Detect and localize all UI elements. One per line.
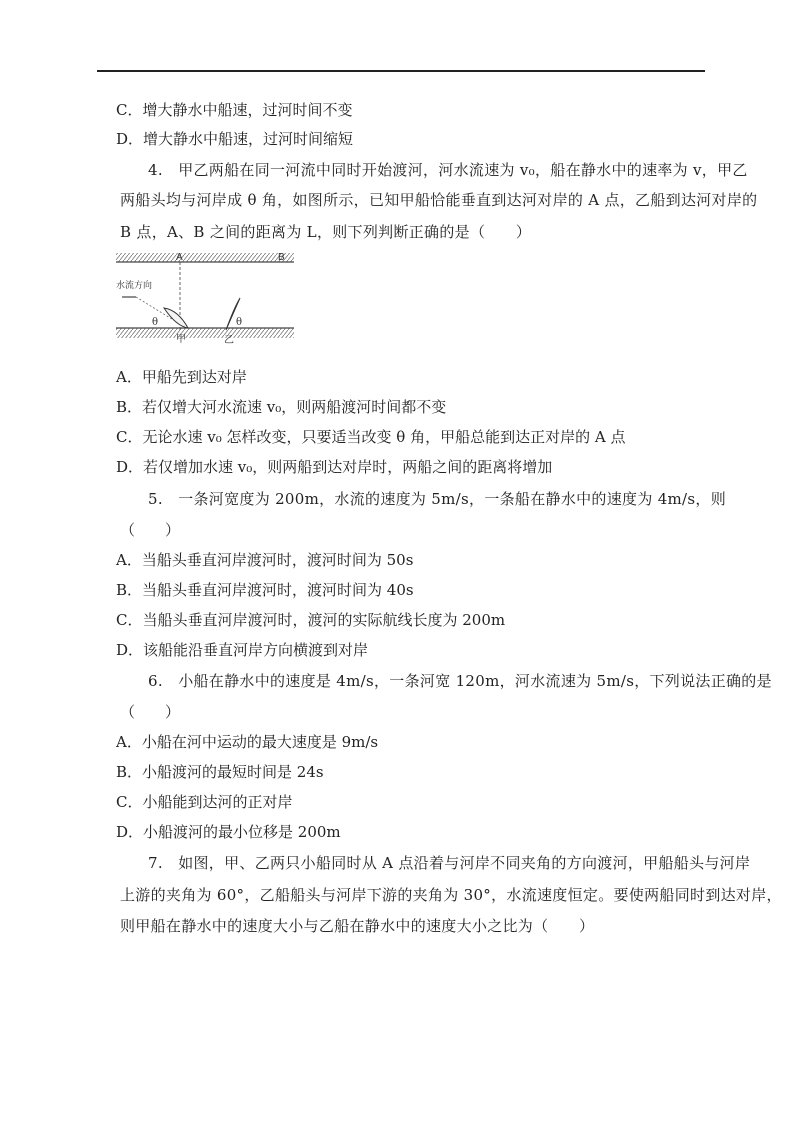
theta-yi-label: θ: [236, 317, 243, 328]
q5-stem-line2: （ ）: [120, 521, 181, 539]
boat-yi-label: 乙: [224, 335, 234, 345]
q5-option-d: D．该船能沿垂直河岸方向横渡到对岸: [116, 641, 369, 659]
q6-option-a: A．小船在河中运动的最大速度是 9m/s: [116, 733, 379, 751]
q4-stem-line3: B 点，A、B 之间的距离为 L，则下列判断正确的是（ ）: [120, 223, 532, 241]
q5-option-b: B．当船头垂直河岸渡河时，渡河时间为 40s: [116, 581, 414, 599]
q4-stem-line1: 4. 甲乙两船在同一河流中同时开始渡河，河水流速为 v₀，船在静水中的速率为 v，甲乙: [148, 161, 748, 179]
q6-option-d: D．小船渡河的最小位移是 200m: [116, 823, 341, 841]
q7-stem-line3: 则甲船在静水中的速度大小与乙船在静水中的速度大小之比为（ ）: [120, 917, 595, 935]
far-bank: [116, 253, 294, 262]
theta-jia-label: θ: [152, 317, 159, 328]
q4-option-a: A．甲船先到达对岸: [116, 368, 247, 386]
near-bank: [116, 328, 294, 338]
boat-jia-label: 甲: [176, 334, 186, 345]
flow-direction-label: 水流方向: [116, 281, 153, 291]
q4-option-d: D．若仅增加水速 v₀，则两船到达对岸时，两船之间的距离将增加: [116, 458, 553, 476]
boat-jia-shape: [164, 308, 188, 328]
point-a-label: A: [176, 252, 183, 263]
q4-option-c: C．无论水速 v₀ 怎样改变，只要适当改变 θ 角，甲船总能到达正对岸的 A 点: [116, 428, 626, 446]
q6-stem-line2: （ ）: [120, 703, 181, 721]
q5-option-c: C．当船头垂直河岸渡河时，渡河的实际航线长度为 200m: [116, 611, 506, 629]
q6-stem-line1: 6. 小船在静水中的速度是 4m/s，一条河宽 120m，河水流速为 5m/s，下列说法正确的是: [148, 672, 772, 690]
q5-stem-line1: 5. 一条河宽度为 200m，水流的速度为 5m/s，一条船在静水中的速度为 4m/s，则: [148, 490, 727, 508]
q6-option-c: C．小船能到达河的正对岸: [116, 793, 293, 811]
q6-option-b: B．小船渡河的最短时间是 24s: [116, 763, 324, 781]
q7-stem-line1: 7. 如图，甲、乙两只小船同时从 A 点沿着与河岸不同夹角的方向渡河，甲船船头与河岸: [148, 854, 751, 872]
q4-option-b: B．若仅增大河水流速 v₀，则两船渡河时间都不变: [116, 398, 447, 416]
q3-option-d: D．增大静水中船速，过河时间缩短: [116, 130, 354, 148]
q5-option-a: A．当船头垂直河岸渡河时，渡河时间为 50s: [116, 551, 414, 569]
q7-stem-line2: 上游的夹角为 60°，乙船船头与河岸下游的夹角为 30°，水流速度恒定。要使两船同时到达对岸，: [120, 886, 782, 904]
river-diagram: [116, 250, 301, 345]
q4-stem-line2: 两船头均与河岸成 θ 角，如图所示，已知甲船恰能垂直到达河对岸的 A 点，乙船到达河对岸的: [120, 191, 758, 209]
header-rule: [97, 70, 705, 72]
q3-option-c: C．增大静水中船速，过河时间不变: [116, 101, 353, 119]
point-b-label: B: [278, 252, 285, 263]
